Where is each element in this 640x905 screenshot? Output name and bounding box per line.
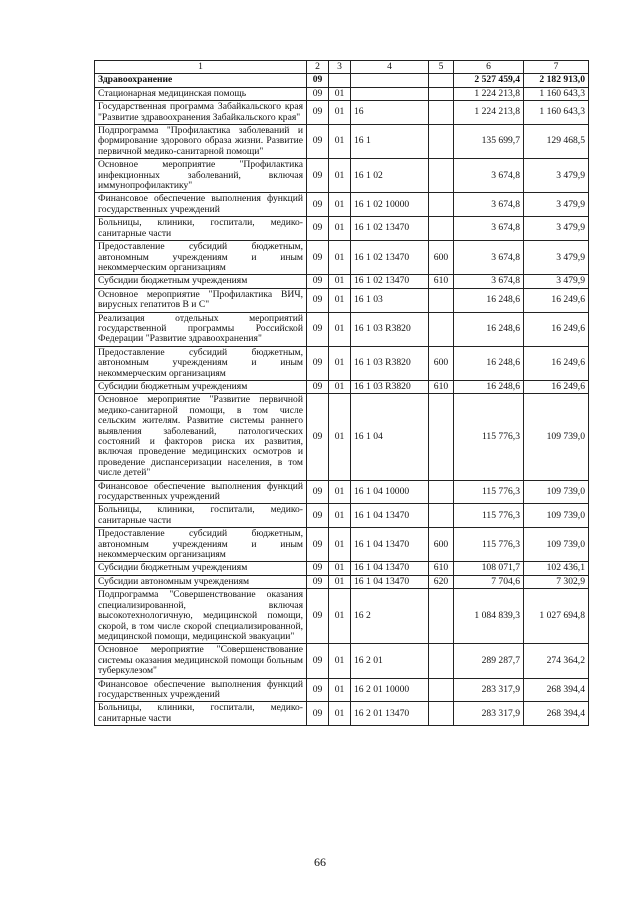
row-section-cell: 09 xyxy=(307,346,329,380)
column-number: 3 xyxy=(329,61,351,74)
row-expense-type-cell xyxy=(429,394,454,480)
table-row xyxy=(95,87,589,100)
row-amount-col7-cell: 7 302,9 xyxy=(524,575,589,588)
row-name-cell: Субсидии автономным учреждениям xyxy=(95,575,307,588)
row-expense-type-cell: 620 xyxy=(429,575,454,588)
row-target-article-cell: 16 2 01 10000 xyxy=(351,678,429,702)
row-subsection-cell: 01 xyxy=(329,394,351,480)
row-amount-col6-cell: 115 776,3 xyxy=(454,504,524,528)
row-expense-type-cell: 610 xyxy=(429,562,454,575)
row-amount-col6-cell: 108 071,7 xyxy=(454,562,524,575)
page-number: 66 xyxy=(314,855,326,869)
row-section-cell: 09 xyxy=(307,394,329,480)
row-name-cell: Подпрограмма "Совершенствование оказания специализированной, включая высокотехнологичную, медицинской помощи, скорой, в том числе скорой специализированной, медицинской помощи, медицинской эвакуации" xyxy=(95,589,307,644)
row-name-cell: Финансовое обеспечение выполнения функций государственных учреждений xyxy=(95,193,307,217)
row-name-cell: Субсидии бюджетным учреждениям xyxy=(95,562,307,575)
table-row xyxy=(95,312,589,346)
row-amount-col6-cell: 16 248,6 xyxy=(454,346,524,380)
row-expense-type-cell: 600 xyxy=(429,528,454,562)
row-name-cell: Здравоохранение xyxy=(95,74,307,87)
column-number: 7 xyxy=(524,61,589,74)
row-name-cell: Основное мероприятие "Профилактика инфекционных заболеваний, включая иммунопрофилактику" xyxy=(95,159,307,193)
table-row xyxy=(95,504,589,528)
row-amount-col7-cell: 102 436,1 xyxy=(524,562,589,575)
row-name-cell: Подпрограмма "Профилактика заболеваний и формирование здорового образа жизни. Развитие первичной медико-санитарной помощи" xyxy=(95,125,307,159)
row-subsection-cell: 01 xyxy=(329,504,351,528)
row-name-cell: Больницы, клиники, госпитали, медико-санитарные части xyxy=(95,702,307,726)
row-subsection-cell: 01 xyxy=(329,678,351,702)
row-expense-type-cell xyxy=(429,74,454,87)
column-number: 2 xyxy=(307,61,329,74)
row-amount-col6-cell: 115 776,3 xyxy=(454,480,524,504)
row-section-cell: 09 xyxy=(307,504,329,528)
row-amount-col6-cell: 16 248,6 xyxy=(454,288,524,312)
row-subsection-cell: 01 xyxy=(329,312,351,346)
table-row xyxy=(95,217,589,241)
row-section-cell: 09 xyxy=(307,575,329,588)
table-row xyxy=(95,480,589,504)
row-subsection-cell: 01 xyxy=(329,193,351,217)
row-amount-col7-cell: 2 182 913,0 xyxy=(524,74,589,87)
row-name-cell: Государственная программа Забайкальского края "Развитие здравоохранения Забайкальского края" xyxy=(95,101,307,125)
row-target-article-cell: 16 1 04 xyxy=(351,394,429,480)
row-target-article-cell: 16 1 03 R3820 xyxy=(351,312,429,346)
row-amount-col6-cell: 3 674,8 xyxy=(454,241,524,275)
budget-table-page xyxy=(94,60,588,726)
row-expense-type-cell xyxy=(429,480,454,504)
row-amount-col7-cell: 3 479,9 xyxy=(524,241,589,275)
row-target-article-cell xyxy=(351,87,429,100)
row-name-cell: Основное мероприятие "Профилактика ВИЧ, вирусных гепатитов В и С" xyxy=(95,288,307,312)
table-body xyxy=(95,61,589,726)
row-amount-col6-cell: 16 248,6 xyxy=(454,380,524,393)
row-target-article-cell: 16 1 04 13470 xyxy=(351,504,429,528)
row-subsection-cell: 01 xyxy=(329,480,351,504)
row-expense-type-cell xyxy=(429,678,454,702)
row-subsection-cell: 01 xyxy=(329,562,351,575)
row-name-cell: Больницы, клиники, госпитали, медико-санитарные части xyxy=(95,504,307,528)
row-target-article-cell xyxy=(351,74,429,87)
row-amount-col7-cell: 1 160 643,3 xyxy=(524,87,589,100)
row-target-article-cell: 16 1 02 13470 xyxy=(351,241,429,275)
row-name-cell: Основное мероприятие "Развитие первичной медико-санитарной помощи, в том числе сельским жителям. Развитие системы раннего выявления заболеваний, патологических состояний и факторов риска их развития, включая проведение медицинских осмотров и проведение диспансеризации населения, в том числе детей" xyxy=(95,394,307,480)
row-section-cell: 09 xyxy=(307,217,329,241)
row-amount-col7-cell: 16 249,6 xyxy=(524,346,589,380)
row-target-article-cell: 16 1 02 13470 xyxy=(351,275,429,288)
row-expense-type-cell xyxy=(429,217,454,241)
row-name-cell: Финансовое обеспечение выполнения функций государственных учреждений xyxy=(95,678,307,702)
row-target-article-cell: 16 1 04 13470 xyxy=(351,575,429,588)
row-section-cell: 09 xyxy=(307,528,329,562)
row-expense-type-cell xyxy=(429,312,454,346)
row-amount-col6-cell: 3 674,8 xyxy=(454,193,524,217)
table-row xyxy=(95,193,589,217)
row-name-cell: Основное мероприятие "Совершенствование системы оказания медицинской помощи больным туберкулезом" xyxy=(95,644,307,678)
row-name-cell: Предоставление субсидий бюджетным, автономным учреждениям и иным некоммерческим организациям xyxy=(95,241,307,275)
row-amount-col7-cell: 3 479,9 xyxy=(524,275,589,288)
row-subsection-cell: 01 xyxy=(329,87,351,100)
row-expense-type-cell xyxy=(429,125,454,159)
row-section-cell: 09 xyxy=(307,702,329,726)
row-name-cell: Субсидии бюджетным учреждениям xyxy=(95,275,307,288)
row-amount-col6-cell: 16 248,6 xyxy=(454,312,524,346)
row-section-cell: 09 xyxy=(307,589,329,644)
row-section-cell: 09 xyxy=(307,562,329,575)
row-amount-col6-cell: 3 674,8 xyxy=(454,159,524,193)
table-row xyxy=(95,394,589,480)
row-expense-type-cell xyxy=(429,87,454,100)
row-amount-col7-cell: 268 394,4 xyxy=(524,678,589,702)
column-number: 5 xyxy=(429,61,454,74)
row-section-cell: 09 xyxy=(307,678,329,702)
row-subsection-cell: 01 xyxy=(329,346,351,380)
row-expense-type-cell xyxy=(429,159,454,193)
row-name-cell: Субсидии бюджетным учреждениям xyxy=(95,380,307,393)
row-name-cell: Больницы, клиники, госпитали, медико-санитарные части xyxy=(95,217,307,241)
row-target-article-cell: 16 1 04 10000 xyxy=(351,480,429,504)
row-amount-col7-cell: 3 479,9 xyxy=(524,217,589,241)
row-amount-col6-cell: 1 084 839,3 xyxy=(454,589,524,644)
row-target-article-cell: 16 1 02 10000 xyxy=(351,193,429,217)
row-amount-col7-cell: 16 249,6 xyxy=(524,288,589,312)
row-section-cell: 09 xyxy=(307,380,329,393)
row-subsection-cell: 01 xyxy=(329,589,351,644)
column-number: 1 xyxy=(95,61,307,74)
row-amount-col6-cell: 3 674,8 xyxy=(454,217,524,241)
row-target-article-cell: 16 2 01 xyxy=(351,644,429,678)
row-amount-col7-cell: 16 249,6 xyxy=(524,312,589,346)
row-subsection-cell: 01 xyxy=(329,217,351,241)
row-expense-type-cell xyxy=(429,644,454,678)
row-section-cell: 09 xyxy=(307,644,329,678)
row-expense-type-cell xyxy=(429,193,454,217)
row-amount-col6-cell: 289 287,7 xyxy=(454,644,524,678)
row-subsection-cell: 01 xyxy=(329,528,351,562)
row-subsection-cell: 01 xyxy=(329,125,351,159)
table-row xyxy=(95,589,589,644)
row-section-cell: 09 xyxy=(307,159,329,193)
row-amount-col7-cell: 268 394,4 xyxy=(524,702,589,726)
row-name-cell: Финансовое обеспечение выполнения функций государственных учреждений xyxy=(95,480,307,504)
row-expense-type-cell: 600 xyxy=(429,241,454,275)
row-amount-col7-cell: 109 739,0 xyxy=(524,528,589,562)
row-expense-type-cell xyxy=(429,288,454,312)
table-row xyxy=(95,644,589,678)
row-subsection-cell: 01 xyxy=(329,702,351,726)
row-amount-col6-cell: 283 317,9 xyxy=(454,678,524,702)
row-subsection-cell: 01 xyxy=(329,288,351,312)
row-amount-col7-cell: 1 160 643,3 xyxy=(524,101,589,125)
table-row xyxy=(95,159,589,193)
row-amount-col7-cell: 3 479,9 xyxy=(524,159,589,193)
row-name-cell: Предоставление субсидий бюджетным, автономным учреждениям и иным некоммерческим организациям xyxy=(95,528,307,562)
row-target-article-cell: 16 1 02 13470 xyxy=(351,217,429,241)
row-subsection-cell: 01 xyxy=(329,380,351,393)
row-amount-col6-cell: 115 776,3 xyxy=(454,394,524,480)
row-target-article-cell: 16 1 04 13470 xyxy=(351,528,429,562)
row-amount-col7-cell: 109 739,0 xyxy=(524,480,589,504)
row-expense-type-cell xyxy=(429,589,454,644)
row-name-cell: Стационарная медицинская помощь xyxy=(95,87,307,100)
row-target-article-cell: 16 1 03 R3820 xyxy=(351,346,429,380)
row-subsection-cell: 01 xyxy=(329,241,351,275)
row-expense-type-cell xyxy=(429,101,454,125)
row-expense-type-cell: 610 xyxy=(429,275,454,288)
column-number: 4 xyxy=(351,61,429,74)
column-number-row xyxy=(95,61,589,74)
row-section-cell: 09 xyxy=(307,74,329,87)
row-section-cell: 09 xyxy=(307,312,329,346)
row-section-cell: 09 xyxy=(307,288,329,312)
row-subsection-cell: 01 xyxy=(329,275,351,288)
table-row xyxy=(95,288,589,312)
row-expense-type-cell: 610 xyxy=(429,380,454,393)
row-target-article-cell: 16 1 02 xyxy=(351,159,429,193)
table-row xyxy=(95,678,589,702)
row-name-cell: Предоставление субсидий бюджетным, автономным учреждениям и иным некоммерческим организациям xyxy=(95,346,307,380)
row-name-cell: Реализация отдельных мероприятий государственной программы Российской Федерации "Развитие здравоохранения" xyxy=(95,312,307,346)
row-subsection-cell: 01 xyxy=(329,159,351,193)
row-amount-col7-cell: 3 479,9 xyxy=(524,193,589,217)
row-subsection-cell: 01 xyxy=(329,575,351,588)
row-amount-col6-cell: 1 224 213,8 xyxy=(454,101,524,125)
row-expense-type-cell: 600 xyxy=(429,346,454,380)
row-amount-col7-cell: 129 468,5 xyxy=(524,125,589,159)
table-row xyxy=(95,575,589,588)
row-section-cell: 09 xyxy=(307,193,329,217)
row-target-article-cell: 16 xyxy=(351,101,429,125)
row-amount-col7-cell: 274 364,2 xyxy=(524,644,589,678)
row-subsection-cell: 01 xyxy=(329,101,351,125)
row-subsection-cell: 01 xyxy=(329,644,351,678)
row-section-cell: 09 xyxy=(307,101,329,125)
row-amount-col7-cell: 109 739,0 xyxy=(524,504,589,528)
table-row xyxy=(95,380,589,393)
row-section-cell: 09 xyxy=(307,275,329,288)
row-amount-col6-cell: 283 317,9 xyxy=(454,702,524,726)
table-row xyxy=(95,101,589,125)
table-row xyxy=(95,241,589,275)
row-amount-col6-cell: 2 527 459,4 xyxy=(454,74,524,87)
table-row xyxy=(95,125,589,159)
row-subsection-cell xyxy=(329,74,351,87)
table-row xyxy=(95,275,589,288)
row-amount-col6-cell: 1 224 213,8 xyxy=(454,87,524,100)
row-target-article-cell: 16 1 xyxy=(351,125,429,159)
table-row xyxy=(95,346,589,380)
row-target-article-cell: 16 2 xyxy=(351,589,429,644)
row-target-article-cell: 16 2 01 13470 xyxy=(351,702,429,726)
row-target-article-cell: 16 1 03 xyxy=(351,288,429,312)
row-amount-col6-cell: 3 674,8 xyxy=(454,275,524,288)
row-section-cell: 09 xyxy=(307,87,329,100)
row-amount-col7-cell: 16 249,6 xyxy=(524,380,589,393)
row-amount-col6-cell: 115 776,3 xyxy=(454,528,524,562)
column-number: 6 xyxy=(454,61,524,74)
row-section-cell: 09 xyxy=(307,241,329,275)
table-row xyxy=(95,702,589,726)
row-target-article-cell: 16 1 04 13470 xyxy=(351,562,429,575)
table-row xyxy=(95,528,589,562)
row-section-cell: 09 xyxy=(307,125,329,159)
row-expense-type-cell xyxy=(429,504,454,528)
table-row xyxy=(95,74,589,87)
row-section-cell: 09 xyxy=(307,480,329,504)
row-amount-col7-cell: 1 027 694,8 xyxy=(524,589,589,644)
row-amount-col7-cell: 109 739,0 xyxy=(524,394,589,480)
row-target-article-cell: 16 1 03 R3820 xyxy=(351,380,429,393)
row-amount-col6-cell: 7 704,6 xyxy=(454,575,524,588)
row-expense-type-cell xyxy=(429,702,454,726)
row-amount-col6-cell: 135 699,7 xyxy=(454,125,524,159)
table-row xyxy=(95,562,589,575)
budget-table xyxy=(94,60,589,726)
